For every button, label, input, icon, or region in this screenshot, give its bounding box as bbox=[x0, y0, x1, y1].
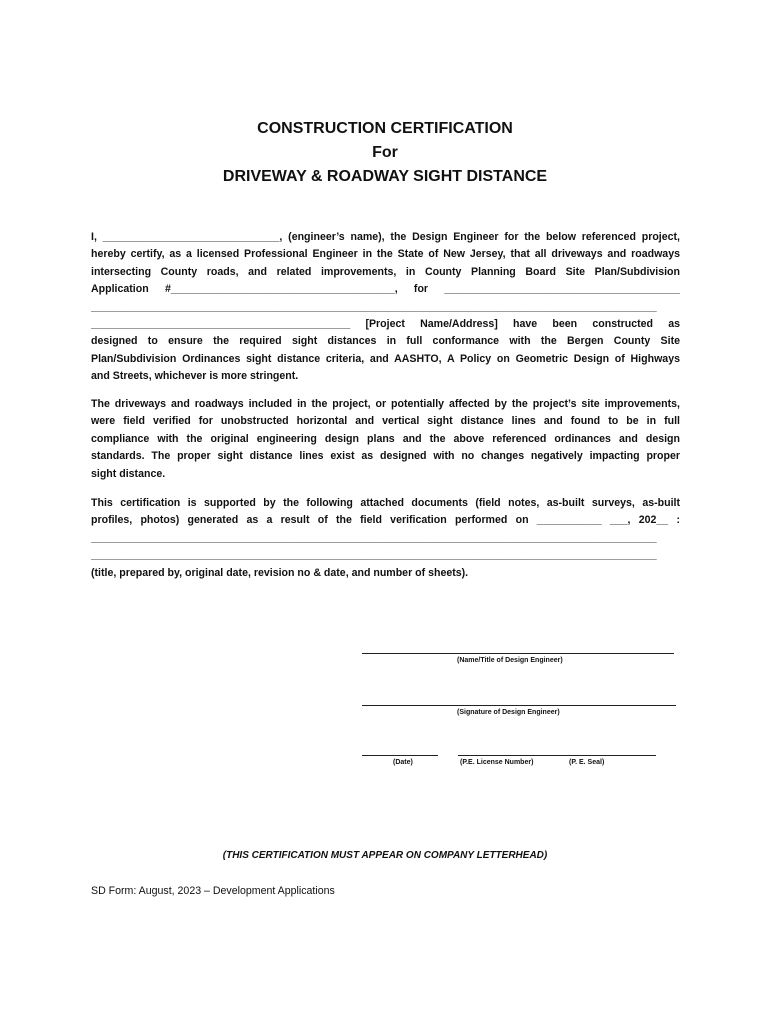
document-subtitle: DRIVEWAY & ROADWAY SIGHT DISTANCE bbox=[222, 168, 548, 185]
letterhead-note: (THIS CERTIFICATION MUST APPEAR ON COMPANY LETTERHEAD) bbox=[222, 850, 548, 861]
signature-caption: (Signature of Design Engineer) bbox=[457, 709, 560, 716]
paragraph-line: The driveways and roadways included in the project, or potentially affected by the project’s site improvements, bbox=[91, 398, 680, 410]
certification-paragraph bbox=[91, 229, 680, 386]
paragraph-line: compliance with the original engineering design plans and the above referenced ordinances and design bbox=[91, 432, 680, 445]
paragraph-line: ____________________________________________ [Project Name/Address] have been constructed as bbox=[91, 318, 680, 331]
paragraph-line: sight distance. bbox=[91, 467, 166, 480]
name-title-caption: (Name/Title of Design Engineer) bbox=[457, 657, 563, 664]
paragraph-line: (title, prepared by, original date, revision no & date, and number of sheets). bbox=[91, 566, 469, 579]
form-reference: SD Form: August, 2023 – Development Applications bbox=[91, 885, 335, 897]
date-caption: (Date) bbox=[393, 759, 413, 766]
paragraph-line: ________________________________________________________________________________________________ bbox=[91, 531, 657, 544]
signature-line[interactable] bbox=[362, 705, 676, 706]
paragraph-line: standards. The proper sight distance lines exist as designed with no changes negatively impacting proper bbox=[91, 450, 680, 463]
paragraph-line: and Streets, whichever is more stringent. bbox=[91, 370, 299, 383]
license-seal-line[interactable] bbox=[458, 755, 656, 756]
paragraph-line: profiles, photos) generated as a result of the field verification performed on ___________ ___, 202__ : bbox=[91, 514, 680, 527]
pe-seal-caption: (P. E. Seal) bbox=[569, 759, 605, 766]
paragraph-line: This certification is supported by the following attached documents (field notes, as-built surveys, as-built bbox=[91, 497, 680, 509]
paragraph-line: hereby certify, as a licensed Professional Engineer in the State of New Jersey, that all driveways and roadways bbox=[91, 248, 680, 261]
verification-paragraph bbox=[91, 396, 680, 483]
paragraph-line: were field verified for unobstructed horizontal and vertical sight distance lines and found to be in full bbox=[91, 415, 680, 428]
paragraph-line: Application #______________________________________, for ________________________________________ bbox=[91, 283, 680, 296]
paragraph-line: Plan/Subdivision Ordinances sight distance criteria, and AASHTO, A Policy on Geometric Design of Highways bbox=[91, 352, 680, 365]
document-title: CONSTRUCTION CERTIFICATION bbox=[257, 120, 513, 137]
date-line[interactable] bbox=[362, 755, 438, 756]
paragraph-line: designed to ensure the required sight distances in full conformance with the Bergen County Site bbox=[91, 335, 680, 348]
document-title-for: For bbox=[372, 144, 398, 161]
name-title-line[interactable] bbox=[362, 653, 674, 654]
paragraph-line: I, ______________________________, (engineer’s name), the Design Engineer for the below referenced project, bbox=[91, 231, 680, 243]
license-number-caption: (P.E. License Number) bbox=[460, 759, 534, 766]
paragraph-line: intersecting County roads, and related improvements, in County Planning Board Site Plan/Subdivision bbox=[91, 265, 680, 278]
paragraph-line: ________________________________________________________________________________________________ bbox=[91, 300, 657, 313]
paragraph-line: ________________________________________________________________________________________________ bbox=[91, 549, 657, 562]
supporting-documents-paragraph bbox=[91, 495, 680, 582]
